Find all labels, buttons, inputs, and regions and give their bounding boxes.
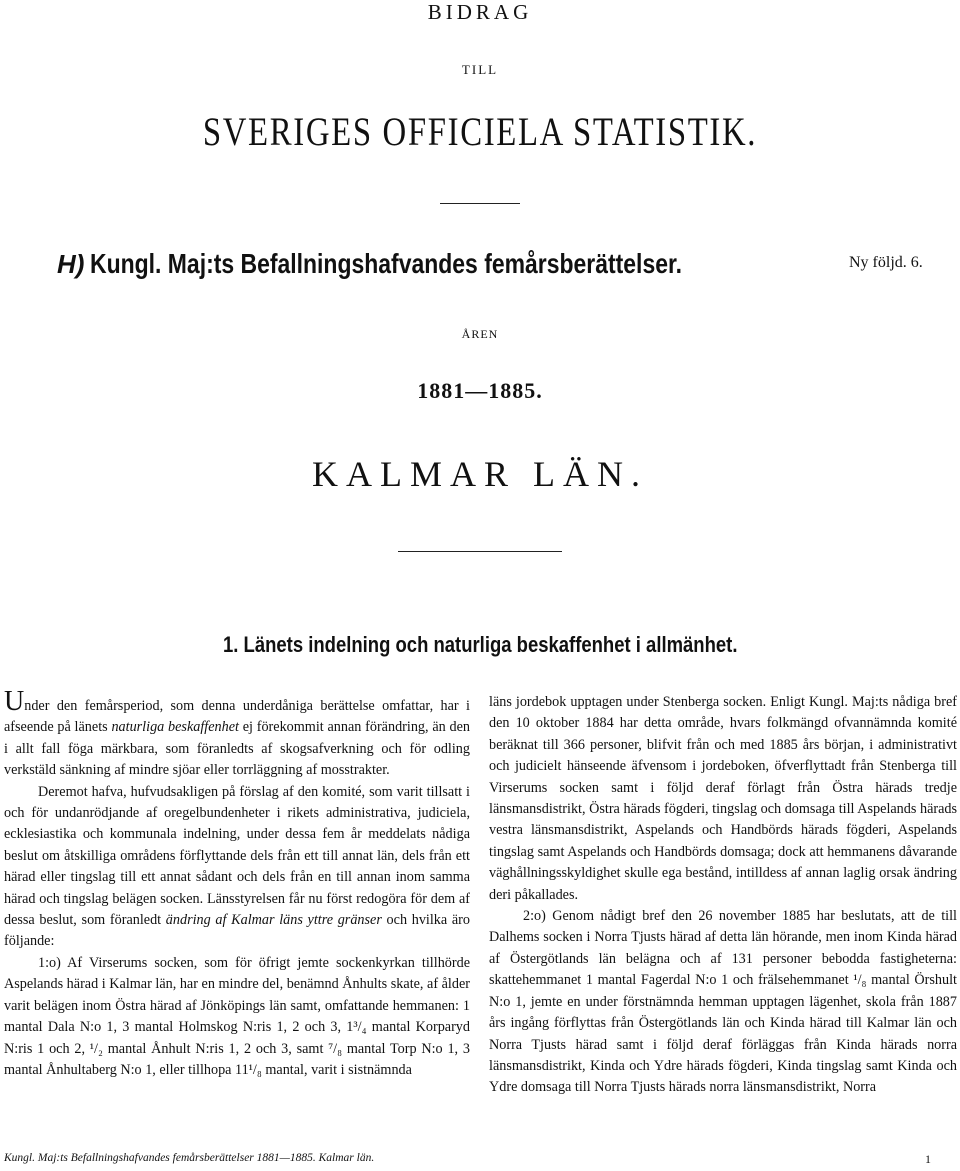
- series-letter: H): [57, 249, 85, 279]
- header-till: TILL: [461, 62, 499, 77]
- county-title: KALMAR LÄN.: [312, 454, 648, 494]
- text-column-right: [489, 692, 957, 1099]
- paragraph: 2:o) Genom nådigt bref den 26 november 1885 har beslutats, att de till Dalhems socken i Norra Tjusts härad af detta län hörande, men inom Kinda härad af Östergötlands län belägna och af 131 personer bebodda fastigheterna: skattehemmanet 1 mantal Fagerdal N:o 1 och frälsehemmanet ¹/₈ mantal Örshult N:o 1, jemte en under förstnämnda hemman upptagen lägenhet, skola från 1887 års ingång förflyttas från Östergötlands län och Kinda härad till Kalmar län och Norra Tjusts härad samt i följd deraf förläggas från Kinda härads norra länsmansdistrikt, Kinda och Ydre härads fögderi, Kinda tingslag samt Kinda och Ydre domsaga till Norra Tjusts härads norra länsmansdistrikt, Norra: [489, 908, 957, 1096]
- header-bidrag: BIDRAG: [427, 0, 533, 24]
- series-suffix: Ny följd. 6.: [849, 254, 923, 271]
- years-label: ÅREN: [461, 327, 499, 341]
- text-column-left: [4, 686, 470, 1081]
- years-range: 1881—1885.: [417, 378, 543, 403]
- drop-cap: U: [4, 686, 25, 717]
- paragraph: 1:o) Af Virserums socken, som för öfrigt jemte sockenkyrkan tillhörde Aspelands härad i Kalmar län, har en mindre del, benämnd Ånhults skate, af ålder varit belägen inom Östra härad af Jönköpings län samt, omfattande hemmanen: 1 mantal Dala N:o 1, 3 mantal Holmskog N:ris 1, 2 och 3, 1³/₄ mantal Korparyd N:ris 1 och 2, ¹/₂ mantal Ånhult N:ris 1, 2 och 3, samt ⁷/₈ mantal Torp N:o 1, 3 mantal Ånhultaberg N:o 1, eller tillhopa 11¹/₈ mantal, varit i sistnämnda: [4, 954, 470, 1078]
- series-title-line: [57, 248, 923, 288]
- paragraph: Under den femårsperiod, som denna underdåniga berättelse omfattar, har i afseende på länets naturliga beskaffenhet ej förekommit annan förändring, än den i allt fall föga märkbara, som föranledts af skogsafverkning och för odling verkstäld sänkning af mindre sjöar eller torrläggning af mosstrakter.: [4, 686, 470, 779]
- header-divider: [440, 203, 520, 204]
- page-number: 1: [925, 1152, 931, 1166]
- section-heading: 1. Länets indelning och naturliga beskaffenhet i allmänhet.: [222, 632, 738, 657]
- title-divider: [398, 551, 562, 552]
- paragraph: läns jordebok upptagen under Stenberga socken. Enligt Kungl. Maj:ts nådiga bref den 10 oktober 1884 har detta område, hvars folkmängd ofvannämnda komité beräknat till 366 personer, blifvit från och med 1885 års början, i administrativt och judicielt hänseende äfvensom i jordeboken, öfverflyttadt från Stenberga till Virserums socken samt i följd deraf förlagt från Östra härads tredje länsmansdistrikt, Östra härads fögderi, tingslag och domsaga till Aspelands härads vestra länsmansdistrikt, Aspelands och Handbörds härads fögderi, Aspelands tingslag samt Aspelands och Handbörds domsaga; dock att hemmanens dåvarande väghållningsskyldighet skulle ega bestånd, intilldess af annan laglig orsak ändring deri påkallades.: [489, 694, 957, 903]
- paragraph: Deremot hafva, hufvudsakligen på förslag af den komité, som varit tillsatt i och för undanrödjande af oregelbundenheter i rikets administrativa, judiciela, ecklesiastika och kommunala indelning, under dessa fem år meddelats nådiga beslut om åtskilliga områdens förflyttande dels från ett till annat län, dels från ett härad eller tingslag till ett annat sådant och dels från en till annan inom samma härad och tingslag belägen socken. Länsstyrelsen får nu först redogöra för dem af dessa beslut, som föranledt ändring af Kalmar läns yttre gränser och hvilka äro följande:: [4, 783, 470, 950]
- series-name: SVERIGES OFFICIELA STATISTIK.: [202, 109, 758, 154]
- series-title: Kungl. Maj:ts Befallningshafvandes femårsberättelser.: [90, 248, 683, 279]
- running-footer: Kungl. Maj:ts Befallningshafvandes femårsberättelser 1881—1885. Kalmar län.: [4, 1152, 375, 1164]
